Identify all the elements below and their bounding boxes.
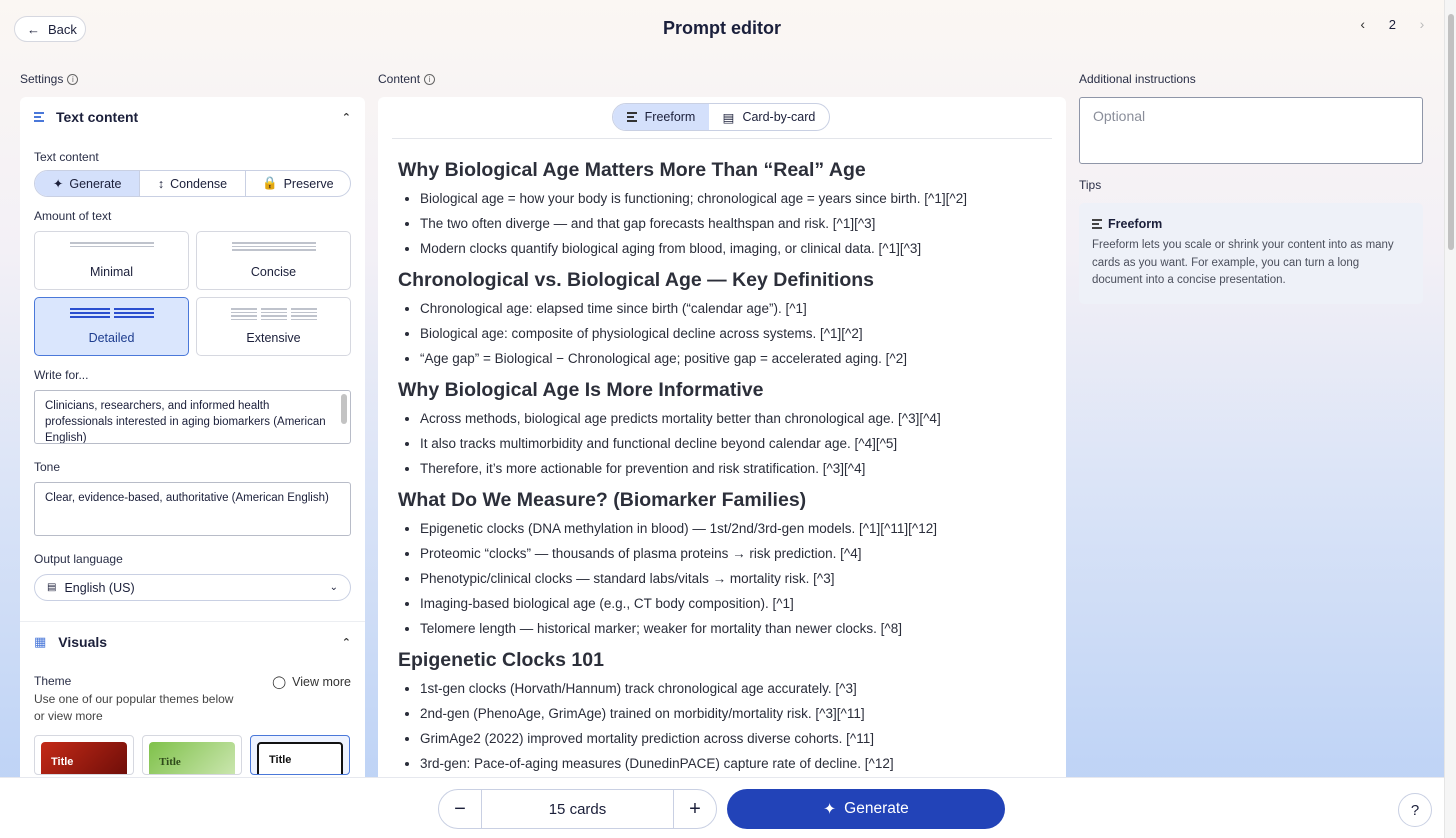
doc-bullet: • The two often diverge — and that gap forecasts healthspan and risk. [^1][^3] (420, 211, 1052, 236)
translate-icon: ▤ (47, 582, 57, 593)
doc-bullet: • 3rd-gen: Pace-of-aging measures (DunedinPACE) capture rate of decline. [^12] (420, 751, 1052, 776)
text-lines-icon (1092, 219, 1102, 229)
sparkle-icon: ✦ (823, 800, 837, 818)
increment-button[interactable]: + (689, 797, 701, 820)
detailed-glyph-icon (35, 308, 188, 318)
amount-extensive[interactable]: Extensive (196, 297, 351, 356)
doc-bullet: • Chronological age: elapsed time since birth (“calendar age”). [^1] (420, 296, 1052, 321)
page-scrollbar[interactable] (1444, 0, 1456, 838)
settings-label: Settings i (20, 72, 78, 86)
page-number: 2 (1388, 16, 1396, 32)
bottom-bar (0, 777, 1444, 838)
doc-bullet: • Imaging-based biological age (e.g., CT body composition). [^1] (420, 591, 1052, 616)
doc-bullet: • Telomere length — historical marker; weaker for mortality than newer clocks. [^8] (420, 616, 1052, 641)
generate-button[interactable]: ✦ Generate (727, 789, 1005, 829)
chevron-right-icon[interactable]: › (1419, 16, 1425, 32)
tips-card (1079, 203, 1423, 304)
doc-bullet-list (420, 296, 1052, 371)
pager (1355, 16, 1430, 32)
text-lines-icon (34, 112, 44, 122)
tab-card-by-card[interactable]: ▤ Card-by-card (722, 110, 816, 125)
theme-options (34, 735, 351, 775)
info-icon[interactable]: i (67, 74, 78, 85)
visuals-section-header[interactable]: ▦ Visuals ⌃ (34, 634, 351, 650)
text-content-section-header[interactable]: Text content ⌃ (20, 97, 365, 137)
header (0, 0, 1444, 60)
amount-options (34, 231, 351, 356)
doc-bullet: • Modern clocks quantify biological aging from blood, imaging, or clinical data. [^1][^3] (420, 236, 1052, 261)
text-content-sublabel: Text content (34, 150, 99, 164)
help-button[interactable]: ? (1398, 793, 1432, 827)
content-divider (392, 138, 1052, 139)
language-select[interactable]: ▤ English (US) ⌄ (34, 574, 351, 601)
theme-green[interactable]: Title (142, 735, 242, 775)
tab-freeform[interactable]: Freeform (613, 104, 709, 130)
view-more-link[interactable]: ◯ View more (272, 674, 351, 689)
doc-heading: What Do We Measure? (Biomarker Families) (398, 489, 807, 511)
amount-label: Amount of text (34, 209, 112, 223)
concise-glyph-icon (197, 242, 350, 251)
doc-heading: Chronological vs. Biological Age — Key Definitions (398, 269, 875, 291)
lock-icon: 🔒 (262, 176, 278, 190)
doc-bullet: • Across methods, biological age predicts mortality better than chronological age. [^3][^4] (420, 406, 1052, 431)
language-label: Output language (34, 552, 123, 566)
palette-icon: ◯ (272, 675, 287, 689)
minimal-glyph-icon (35, 242, 188, 247)
tone-input[interactable]: Clear, evidence-based, authoritative (American English) (34, 482, 351, 536)
tips-label: Tips (1079, 178, 1102, 192)
doc-bullet: • “Age gap” = Biological − Chronological age; positive gap = accelerated aging. [^2] (420, 346, 1052, 371)
write-for-input[interactable]: Clinicians, researchers, and informed health professionals interested in aging biomarkers (American English) (34, 390, 351, 444)
cards-icon: ▤ (722, 110, 735, 125)
chevron-down-icon: ⌄ (329, 582, 338, 593)
chevron-left-icon[interactable]: ‹ (1360, 16, 1366, 32)
doc-heading: Why Biological Age Matters More Than “Real” Age (398, 159, 866, 181)
theme-label: Theme (34, 674, 72, 688)
card-count-stepper (438, 789, 717, 829)
tips-title: Freeform (1092, 217, 1410, 231)
doc-heading: Why Biological Age Is More Informative (398, 379, 764, 401)
content-label: Content i (378, 72, 435, 86)
sparkle-icon: ✦ (52, 177, 64, 191)
doc-bullet: • Biological age = how your body is functioning; chronological age = years since birth. [^1][^2] (420, 186, 1052, 211)
scrollbar-thumb[interactable] (1448, 14, 1454, 250)
doc-bullet: • Biological age: composite of physiological decline across systems. [^1][^2] (420, 321, 1052, 346)
doc-bullet-list (420, 516, 1052, 641)
doc-heading: Epigenetic Clocks 101 (398, 649, 604, 671)
doc-bullet-list (420, 186, 1052, 261)
mode-preserve[interactable]: 🔒 Preserve (262, 176, 334, 191)
text-mode-segmented (34, 170, 351, 197)
settings-panel (20, 97, 365, 777)
doc-bullet: • 1st-gen clocks (Horvath/Hannum) track chronological age accurately. [^3] (420, 676, 1052, 701)
decrement-button[interactable]: − (454, 797, 466, 820)
doc-bullet: • GrimAge2 (2022) improved mortality prediction across diverse cohorts. [^11] (420, 726, 1052, 751)
chevron-up-icon[interactable]: ⌃ (341, 112, 351, 124)
amount-detailed[interactable]: Detailed (34, 297, 189, 356)
view-toggle (612, 103, 830, 131)
condense-icon: ↕ (157, 176, 165, 191)
arrow-left-icon: ← (27, 21, 40, 37)
chevron-up-icon[interactable]: ⌃ (341, 637, 351, 649)
page-title: Prompt editor (662, 18, 781, 38)
mode-condense[interactable]: ↕ Condense (140, 171, 245, 196)
doc-bullet: • 2nd-gen (PhenoAge, GrimAge) trained on morbidity/mortality risk. [^3][^11] (420, 701, 1052, 726)
amount-minimal[interactable]: Minimal (34, 231, 189, 290)
text-lines-icon (627, 112, 637, 122)
theme-description: Use one of our popular themes below or view more (34, 692, 234, 723)
doc-bullet: • Phenotypic/clinical clocks — standard labs/vitals → mortality risk. [^3] (420, 566, 1052, 591)
back-label: Back (48, 21, 77, 37)
doc-bullet: • Proteomic “clocks” — thousands of plasma proteins → risk prediction. [^4] (420, 541, 1052, 566)
instructions-label: Additional instructions (1079, 72, 1196, 86)
theme-red[interactable]: Title (34, 735, 134, 775)
card-count[interactable]: 15 cards (481, 789, 674, 829)
write-for-label: Write for... (34, 368, 89, 382)
theme-mono[interactable]: Title (250, 735, 350, 775)
document-editor[interactable] (398, 157, 1052, 777)
doc-bullet-list (420, 676, 1052, 776)
amount-concise[interactable]: Concise (196, 231, 351, 290)
doc-bullet-list (420, 406, 1052, 481)
doc-bullet: • It also tracks multimorbidity and functional decline beyond calendar age. [^4][^5] (420, 431, 1052, 456)
image-icon: ▦ (34, 634, 47, 649)
info-icon[interactable]: i (424, 74, 435, 85)
textarea-scrollbar[interactable] (341, 394, 347, 424)
content-panel (378, 97, 1066, 777)
tone-label: Tone (34, 460, 61, 474)
theme-row (20, 674, 365, 689)
mode-generate[interactable]: ✦ Generate (35, 171, 140, 196)
tips-text: Freeform lets you scale or shrink your content into as many cards as you want. For example, you can turn a long document into a concise presentation. (1092, 239, 1394, 286)
doc-bullet: • Epigenetic clocks (DNA methylation in blood) — 1st/2nd/3rd-gen models. [^1][^11][^12] (420, 516, 1052, 541)
additional-instructions-input[interactable]: Optional (1079, 97, 1423, 164)
doc-bullet: • Therefore, it’s more actionable for prevention and risk stratification. [^3][^4] (420, 456, 1052, 481)
extensive-glyph-icon (197, 308, 350, 320)
